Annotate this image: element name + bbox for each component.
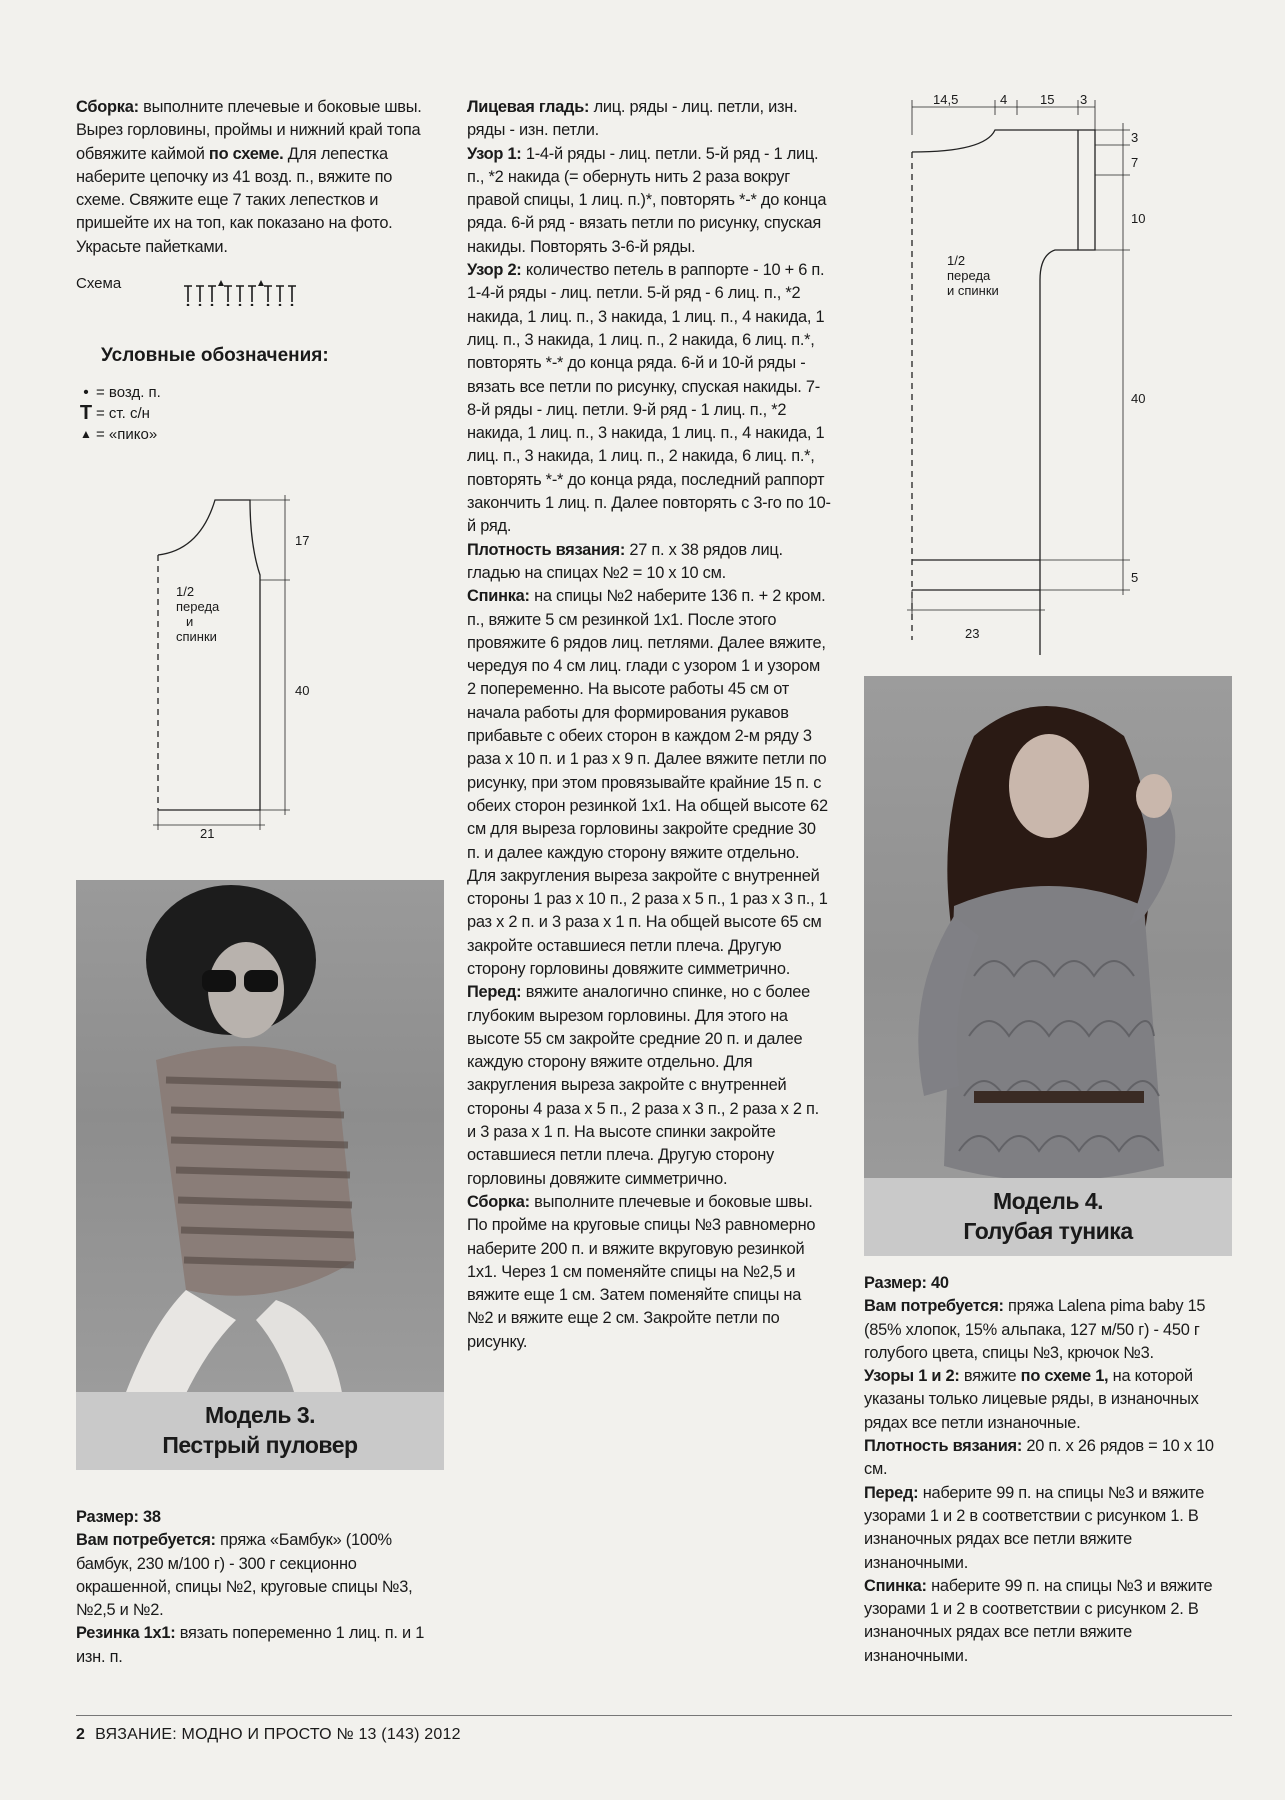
back-text-2: наберите 99 п. на спицы №3 и вяжите узорами 1 и 2 в соответствии с рисунком 2. В изнаночных рядах все петли вяжите изнаночными.	[864, 1576, 1213, 1665]
front-text: вяжите аналогично спинке, но с более глубоким вырезом горловины. Для этого на высоте 55 см закройте средние 20 п. и далее каждую сторону вяжите отдельно. Для закругления выреза закройте с внутренней стороны 4 раза х 5 п., 2 раза х 3 п., 2 раза х 2 п. и 3 раза х 1 п. На высоте спинки закройте оставшиеся петли плеча. Другую сторону горловины довяжите симметрично.	[467, 983, 819, 1188]
model-3-title: Модель 3.	[204, 1402, 316, 1428]
model-3-details	[76, 1506, 436, 1669]
assembly-text: выполните плечевые и боковые швы. Вырез горловины, проймы и нижний край топа обвяжите каймой	[76, 98, 422, 163]
front-label-2: Перед:	[864, 1483, 919, 1502]
model-4-subtitle: Голубая туника	[963, 1218, 1133, 1244]
footer-divider	[76, 1715, 1232, 1716]
density-label: Плотность вязания:	[864, 1437, 1023, 1456]
page-footer	[76, 1726, 461, 1744]
front-label: Перед:	[467, 983, 522, 1002]
dim-23: 23	[965, 626, 980, 641]
paragraph	[467, 259, 831, 539]
schema-label: Схема	[76, 275, 122, 292]
back-text: на спицы №2 наберите 136 п. + 2 кром. п., вяжите 5 см резинкой 1х1. После этого провяжите 6 рядов лиц. петлями. Далее вяжите, чередуя по 4 см лиц. глади с узором 1 и узором 2 попеременно. На высоте работы 45 см от начала работы для формирования рукавов прибавьте с обеих сторон в каждом 2-м ряду 3 раза х 10 п. и 1 раз х 9 п. Далее вяжите петли по рисунку, при этом провязывайте крайние 15 п. с обеих сторон резинкой 1х1. На общей высоте 62 см для выреза горловины закройте средние 30 п. и далее каждую сторону вяжите отдельно. Для закругления выреза закройте с внутренней стороны 1 раз х 10 п., 2 раза х 5 п., 1 раз х 3 п., 1 раз х 2 п. и 3 раза х 1 п. На общей высоте 65 см закройте оставшиеся петли плеча. Другую сторону горловины довяжите симметрично.	[467, 587, 828, 978]
rib-label: Резинка 1х1:	[76, 1624, 176, 1643]
half-front-back-label-1: 1/2	[176, 584, 195, 599]
dim-5: 5	[1131, 570, 1139, 585]
paragraph	[467, 585, 831, 981]
legend-item-text: = ст. с/н	[96, 405, 150, 422]
tunic-label-1: 1/2	[947, 253, 966, 268]
half-front-back-label-4: спинки	[176, 629, 217, 644]
dim-14-5: 14,5	[933, 95, 959, 107]
top-schematic	[150, 495, 320, 840]
dim-17: 17	[295, 533, 310, 548]
assembly-label: Сборка:	[76, 98, 139, 116]
model-4-caption	[864, 1178, 1232, 1256]
half-front-back-label-2: переда	[176, 599, 220, 614]
dim-40-tunic: 40	[1131, 391, 1146, 406]
dim-40: 40	[295, 683, 310, 698]
materials-label: Вам потребуется:	[76, 1531, 216, 1550]
patterns-label: Узоры 1 и 2:	[864, 1367, 960, 1386]
tunic-label-3: и спинки	[947, 283, 999, 298]
stockinette-label: Лицевая гладь:	[467, 98, 590, 116]
paragraph	[467, 1191, 831, 1354]
assembly-section	[76, 96, 432, 259]
model-3-caption	[76, 1392, 444, 1470]
stockinette-text: лиц. ряды - лиц. петли, изн. ряды - изн. петли.	[467, 98, 798, 140]
dim-3-top: 3	[1080, 95, 1088, 107]
patterns-text: вяжите	[963, 1367, 1017, 1386]
model-3-photo	[76, 880, 444, 1470]
model-4-photo	[864, 676, 1232, 1256]
materials-text-2: пряжа Lalena pima baby 15 (85% хлопок, 15% альпака, 127 м/50 г) - 450 г голубого цвета, спицы №3, крючок №3.	[864, 1297, 1206, 1362]
pattern-1-text: 1-4-й ряды - лиц. петли. 5-й ряд - 1 лиц. п., *2 накида (= обернуть нить 2 раза вокруг правой спицы, 1 лиц. п.)*, повторять *-* до конца ряда. 6-й ряд - вязать петли по рисунку, спуская накиды. Повторять 3-6-й ряды.	[467, 144, 827, 256]
assembly-text-2: Для лепестка наберите цепочку из 41 возд. п., вяжите по схеме. Свяжите еще 7 таких лепестков и пришейте их на топ, как показано на фото. Украсьте пайетками.	[76, 144, 393, 256]
legend-item-text: = возд. п.	[96, 384, 161, 401]
pattern-2-text: количество петель в раппорте - 10 + 6 п. 1-4-й ряды - лиц. петли. 5-й ряд - 6 лиц. п., *2 накида, 1 лиц. п., 3 накида, 1 лиц. п., 4 накида, 1 лиц. п., 3 накида, 1 лиц. п., 2 накида, 6 лиц. п.*, повторять *-* до конца ряда. 6-й и 10-й ряды - вязать все петли по рисунку, спуская накиды. 7-8-й ряды - лиц. петли. 9-й ряд - 1 лиц. п., *2 накида, 1 лиц. п., 3 накида, 1 лиц. п., 4 накида, 1 лиц. п., 3 накида, 1 лиц. п., 2 накида, 6 лиц. п.*, повторять *-* до конца ряда, последний раппорт закончить 1 лиц. п. Далее повторять с 3-го по 10-й ряд.	[467, 261, 831, 536]
double-crochet-symbol-icon: T	[79, 402, 93, 424]
by-scheme: по схеме.	[208, 144, 284, 163]
picot-symbol-icon: ▲	[80, 427, 92, 441]
pattern-1-label: Узор 1:	[467, 144, 522, 163]
assembly-label-2: Сборка:	[467, 1192, 530, 1211]
legend-item	[76, 382, 161, 403]
pattern-2-label: Узор 2:	[467, 261, 522, 280]
legend-title: Условные обозначения:	[101, 345, 329, 366]
model-3-subtitle: Пестрый пуловер	[162, 1432, 358, 1458]
gauge-label: Плотность вязания:	[467, 540, 626, 559]
dim-10: 10	[1131, 211, 1146, 226]
size-label-2: Размер: 40	[864, 1274, 949, 1292]
chain-symbol-icon: •	[83, 384, 89, 401]
gauge-text: 27 п. х 38 рядов лиц. гладью на спицах №2 = 10 х 10 см.	[467, 540, 783, 582]
density-text: 20 п. х 26 рядов = 10 х 10 см.	[864, 1437, 1214, 1479]
dim-7: 7	[1131, 155, 1139, 170]
tunic-schematic	[905, 95, 1175, 655]
paragraph	[467, 981, 831, 1191]
dim-21: 21	[200, 826, 215, 840]
page-number: 2	[76, 1726, 86, 1743]
magazine-title: ВЯЗАНИЕ: МОДНО И ПРОСТО № 13 (143) 2012	[95, 1726, 461, 1743]
instructions-column	[467, 96, 831, 1354]
legend-item	[76, 403, 161, 424]
materials-text: пряжа «Бамбук» (100% бамбук, 230 м/100 г) - 300 г секционно окрашенной, спицы №2, круговые спицы №3, №2,5 и №2.	[76, 1531, 413, 1620]
legend-item-text: = «пико»	[96, 426, 158, 443]
back-label: Спинка:	[467, 587, 530, 606]
patterns-text-2: на которой указаны только лицевые ряды, в изнаночных рядах все петли изнаночные.	[864, 1367, 1199, 1432]
schema-symbols	[182, 280, 302, 306]
paragraph	[467, 539, 831, 586]
model-4-illustration	[864, 676, 1232, 1256]
paragraph	[467, 143, 831, 259]
assembly-text-3: выполните плечевые и боковые швы. По пройме на круговые спицы №3 равномерно наберите 200 п. и вяжите вкруговую резинкой 1х1. Через 1 см поменяйте спицы на №2,5 и вяжите еще 1 см. Затем поменяйте спицы на №2 и вяжите еще 2 см. Закройте петли по рисунку.	[467, 1192, 816, 1351]
model-3-illustration	[76, 880, 444, 1470]
model-4-details	[864, 1272, 1234, 1668]
dim-15: 15	[1040, 95, 1055, 107]
size-label: Размер: 38	[76, 1508, 161, 1526]
back-label-2: Спинка:	[864, 1576, 927, 1595]
model-4-title: Модель 4.	[992, 1188, 1104, 1214]
dim-4: 4	[1000, 95, 1008, 107]
legend	[76, 382, 161, 445]
tunic-label-2: переда	[947, 268, 991, 283]
rib-text: вязать попеременно 1 лиц. п. и 1 изн. п.	[76, 1624, 425, 1666]
front-text-2: наберите 99 п. на спицы №3 и вяжите узорами 1 и 2 в соответствии с рисунком 1. В изнаночных рядах все петли вяжите изнаночными.	[864, 1483, 1205, 1572]
patterns-scheme: по схеме 1,	[1020, 1367, 1109, 1386]
materials-label-2: Вам потребуется:	[864, 1297, 1004, 1316]
dim-3-side: 3	[1131, 130, 1139, 145]
legend-item	[76, 424, 161, 445]
paragraph	[467, 96, 831, 143]
half-front-back-label-3: и	[186, 614, 194, 629]
